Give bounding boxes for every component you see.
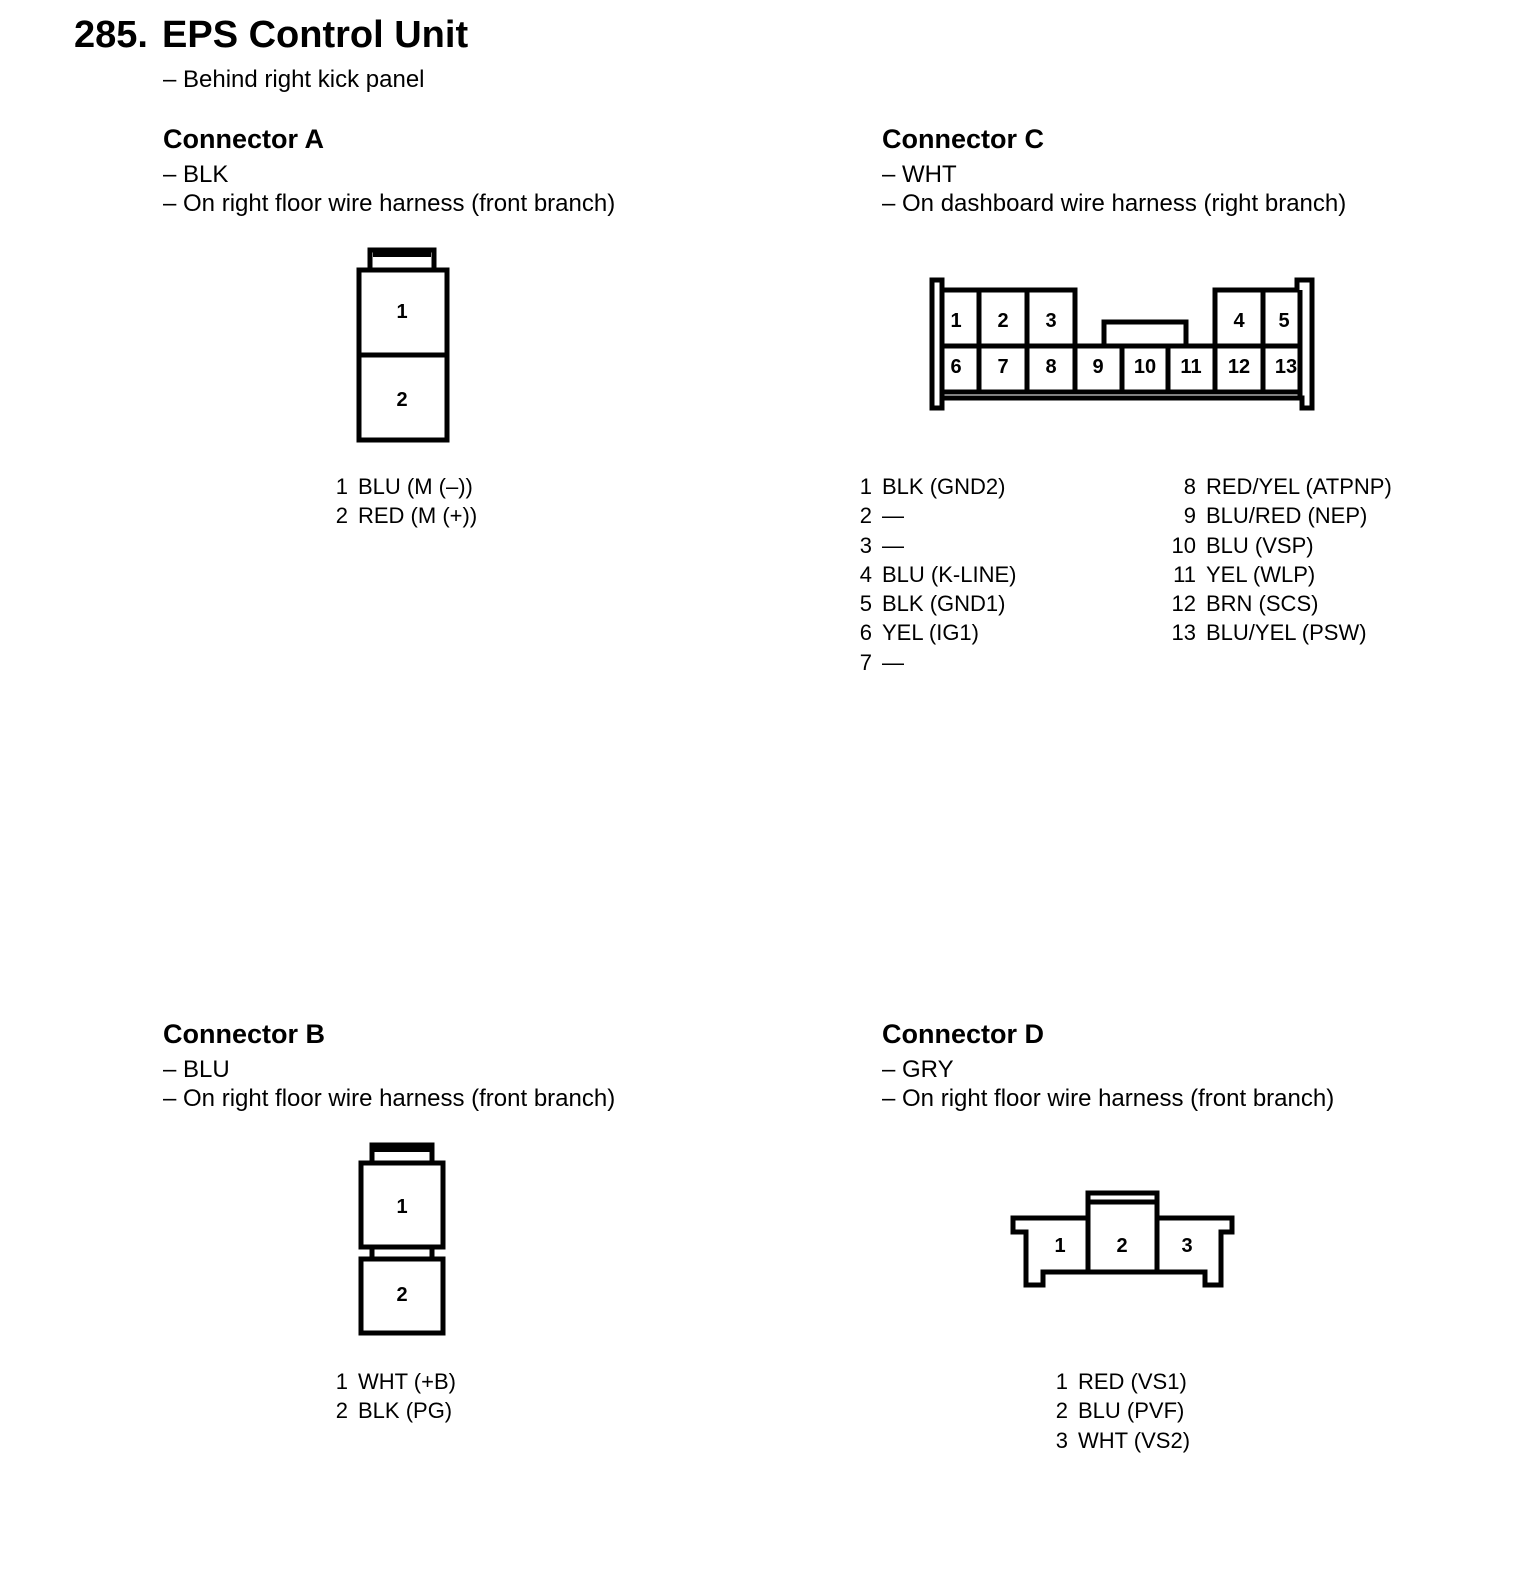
connector-c-diagram: [920, 270, 1330, 420]
pin-number: 3: [1055, 1427, 1068, 1453]
pin-description: RED (VS1): [1078, 1369, 1187, 1394]
connector-a-harness: – On right floor wire harness (front branch): [163, 190, 616, 217]
pin-description: BLU (VSP): [1206, 532, 1314, 558]
pin-number: 10: [1171, 532, 1196, 558]
connector-c-cavity-8: 8: [1045, 356, 1057, 378]
connector-a-cavity-1: 1: [396, 301, 408, 323]
connector-d-title: Connector D: [882, 1019, 1044, 1049]
pin-number: 7: [859, 649, 872, 675]
connector-a-header: [163, 124, 615, 218]
pin-number: 3: [859, 532, 872, 558]
pin-description: WHT (VS2): [1078, 1427, 1191, 1453]
component-title: EPS Control Unit: [162, 14, 469, 56]
pin-description: —: [882, 503, 904, 529]
pin-number: 12: [1171, 591, 1196, 617]
connector-c-color: – WHT: [882, 161, 957, 188]
page-number: 285.: [74, 14, 148, 56]
connector-a-cavity-2: 2: [396, 389, 408, 411]
connector-b-header: [163, 1019, 615, 1113]
pin-description: RED/YEL (ATPNP): [1206, 474, 1392, 499]
connector-c-cavity-2: 2: [997, 310, 1009, 332]
pin-number: 2: [335, 1398, 348, 1424]
pin-number: 13: [1171, 620, 1196, 646]
connector-b-harness: – On right floor wire harness (front branch): [163, 1085, 616, 1112]
connector-b-cavity-1: 1: [396, 1196, 408, 1218]
connector-c-cavity-6: 6: [950, 356, 962, 378]
pin-row: [848, 560, 1016, 589]
connector-c-cavity-5: 5: [1278, 310, 1290, 332]
pin-number: 11: [1173, 561, 1196, 587]
pin-number: 1: [859, 474, 872, 499]
connector-c-title: Connector C: [882, 124, 1044, 154]
connector-c-pin-list-right: [1170, 472, 1392, 648]
pin-description: BLK (GND1): [882, 591, 1006, 617]
pin-description: BLK (GND2): [882, 474, 1006, 499]
pin-description: BLK (PG): [358, 1398, 453, 1424]
pin-row: [324, 1396, 456, 1425]
pin-row: [848, 589, 1016, 618]
connector-d-cavity-3: 3: [1181, 1235, 1193, 1257]
pin-row: [324, 472, 477, 501]
pin-description: BLU/RED (NEP): [1206, 503, 1368, 529]
connector-d-pin-list: [1044, 1367, 1190, 1455]
connector-d-color: – GRY: [882, 1056, 954, 1083]
connector-a-diagram: [340, 240, 470, 450]
pin-description: —: [882, 649, 904, 675]
pin-description: BLU (M (–)): [358, 474, 473, 499]
connector-c-pin-list-left: [848, 472, 1016, 677]
connector-d-cavity-2: 2: [1116, 1235, 1128, 1257]
pin-description: —: [882, 532, 904, 558]
pin-row: [848, 531, 1016, 560]
pin-row: [848, 648, 1016, 677]
pin-number: 5: [859, 591, 872, 617]
pin-description: BLU (PVF): [1078, 1398, 1185, 1424]
pin-description: BLU/YEL (PSW): [1206, 620, 1367, 646]
pin-row: [1044, 1396, 1190, 1425]
pin-row: [848, 618, 1016, 647]
connector-d-cavity-1: 1: [1054, 1235, 1066, 1257]
pin-description: BRN (SCS): [1206, 591, 1319, 617]
connector-d-diagram: [1000, 1180, 1250, 1300]
pin-row: [848, 501, 1016, 530]
pin-description: WHT (+B): [358, 1369, 456, 1394]
connector-a-color: – BLK: [163, 161, 229, 188]
component-location: – Behind right kick panel: [163, 66, 425, 93]
pin-number: 1: [1055, 1369, 1068, 1394]
pin-row: [324, 501, 477, 530]
pin-row: [848, 472, 1016, 501]
connector-b-pin-list: [324, 1367, 456, 1426]
pin-row: [1044, 1367, 1190, 1396]
connector-c-harness: – On dashboard wire harness (right branch): [882, 190, 1347, 217]
connector-c-cavity-3: 3: [1045, 310, 1057, 332]
pin-row: [1170, 560, 1392, 589]
pin-row: [1170, 618, 1392, 647]
pin-number: 8: [1183, 474, 1196, 499]
pin-number: 6: [859, 620, 872, 646]
pin-number: 2: [335, 503, 348, 529]
pin-row: [1170, 501, 1392, 530]
pin-description: BLU (K-LINE): [882, 561, 1017, 587]
connector-c-header: [882, 124, 1346, 218]
connector-c-cavity-9: 9: [1092, 356, 1104, 378]
connector-d-header: [882, 1019, 1334, 1113]
pin-number: 1: [335, 474, 348, 499]
pin-description: RED (M (+)): [358, 503, 478, 529]
pin-description: YEL (IG1): [882, 620, 979, 646]
pin-number: 2: [859, 503, 872, 529]
pin-description: YEL (WLP): [1206, 561, 1316, 587]
connector-c-cavity-12: 12: [1227, 356, 1251, 378]
connector-c-cavity-7: 7: [997, 356, 1009, 378]
connector-c-cavity-4: 4: [1233, 310, 1245, 332]
page-title: [74, 14, 468, 57]
connector-c-cavity-11: 11: [1180, 356, 1202, 378]
pin-number: 9: [1183, 503, 1196, 529]
pin-row: [1170, 472, 1392, 501]
pin-number: 1: [335, 1369, 348, 1394]
connector-c-cavity-10: 10: [1133, 356, 1157, 378]
pin-number: 4: [859, 561, 872, 587]
pin-number: 2: [1055, 1398, 1068, 1424]
connector-c-cavity-1: 1: [950, 310, 962, 332]
connector-b-color: – BLU: [163, 1056, 230, 1083]
connector-b-title: Connector B: [163, 1019, 325, 1049]
connector-b-cavity-2: 2: [396, 1284, 408, 1306]
connector-a-pin-list: [324, 472, 477, 531]
pin-row: [1044, 1426, 1190, 1455]
pin-row: [1170, 531, 1392, 560]
connector-d-harness: – On right floor wire harness (front branch): [882, 1085, 1335, 1112]
connector-c-cavity-13: 13: [1274, 356, 1298, 378]
connector-a-title: Connector A: [163, 124, 324, 154]
pin-row: [1170, 589, 1392, 618]
connector-b-diagram: [340, 1135, 470, 1345]
pin-row: [324, 1367, 456, 1396]
